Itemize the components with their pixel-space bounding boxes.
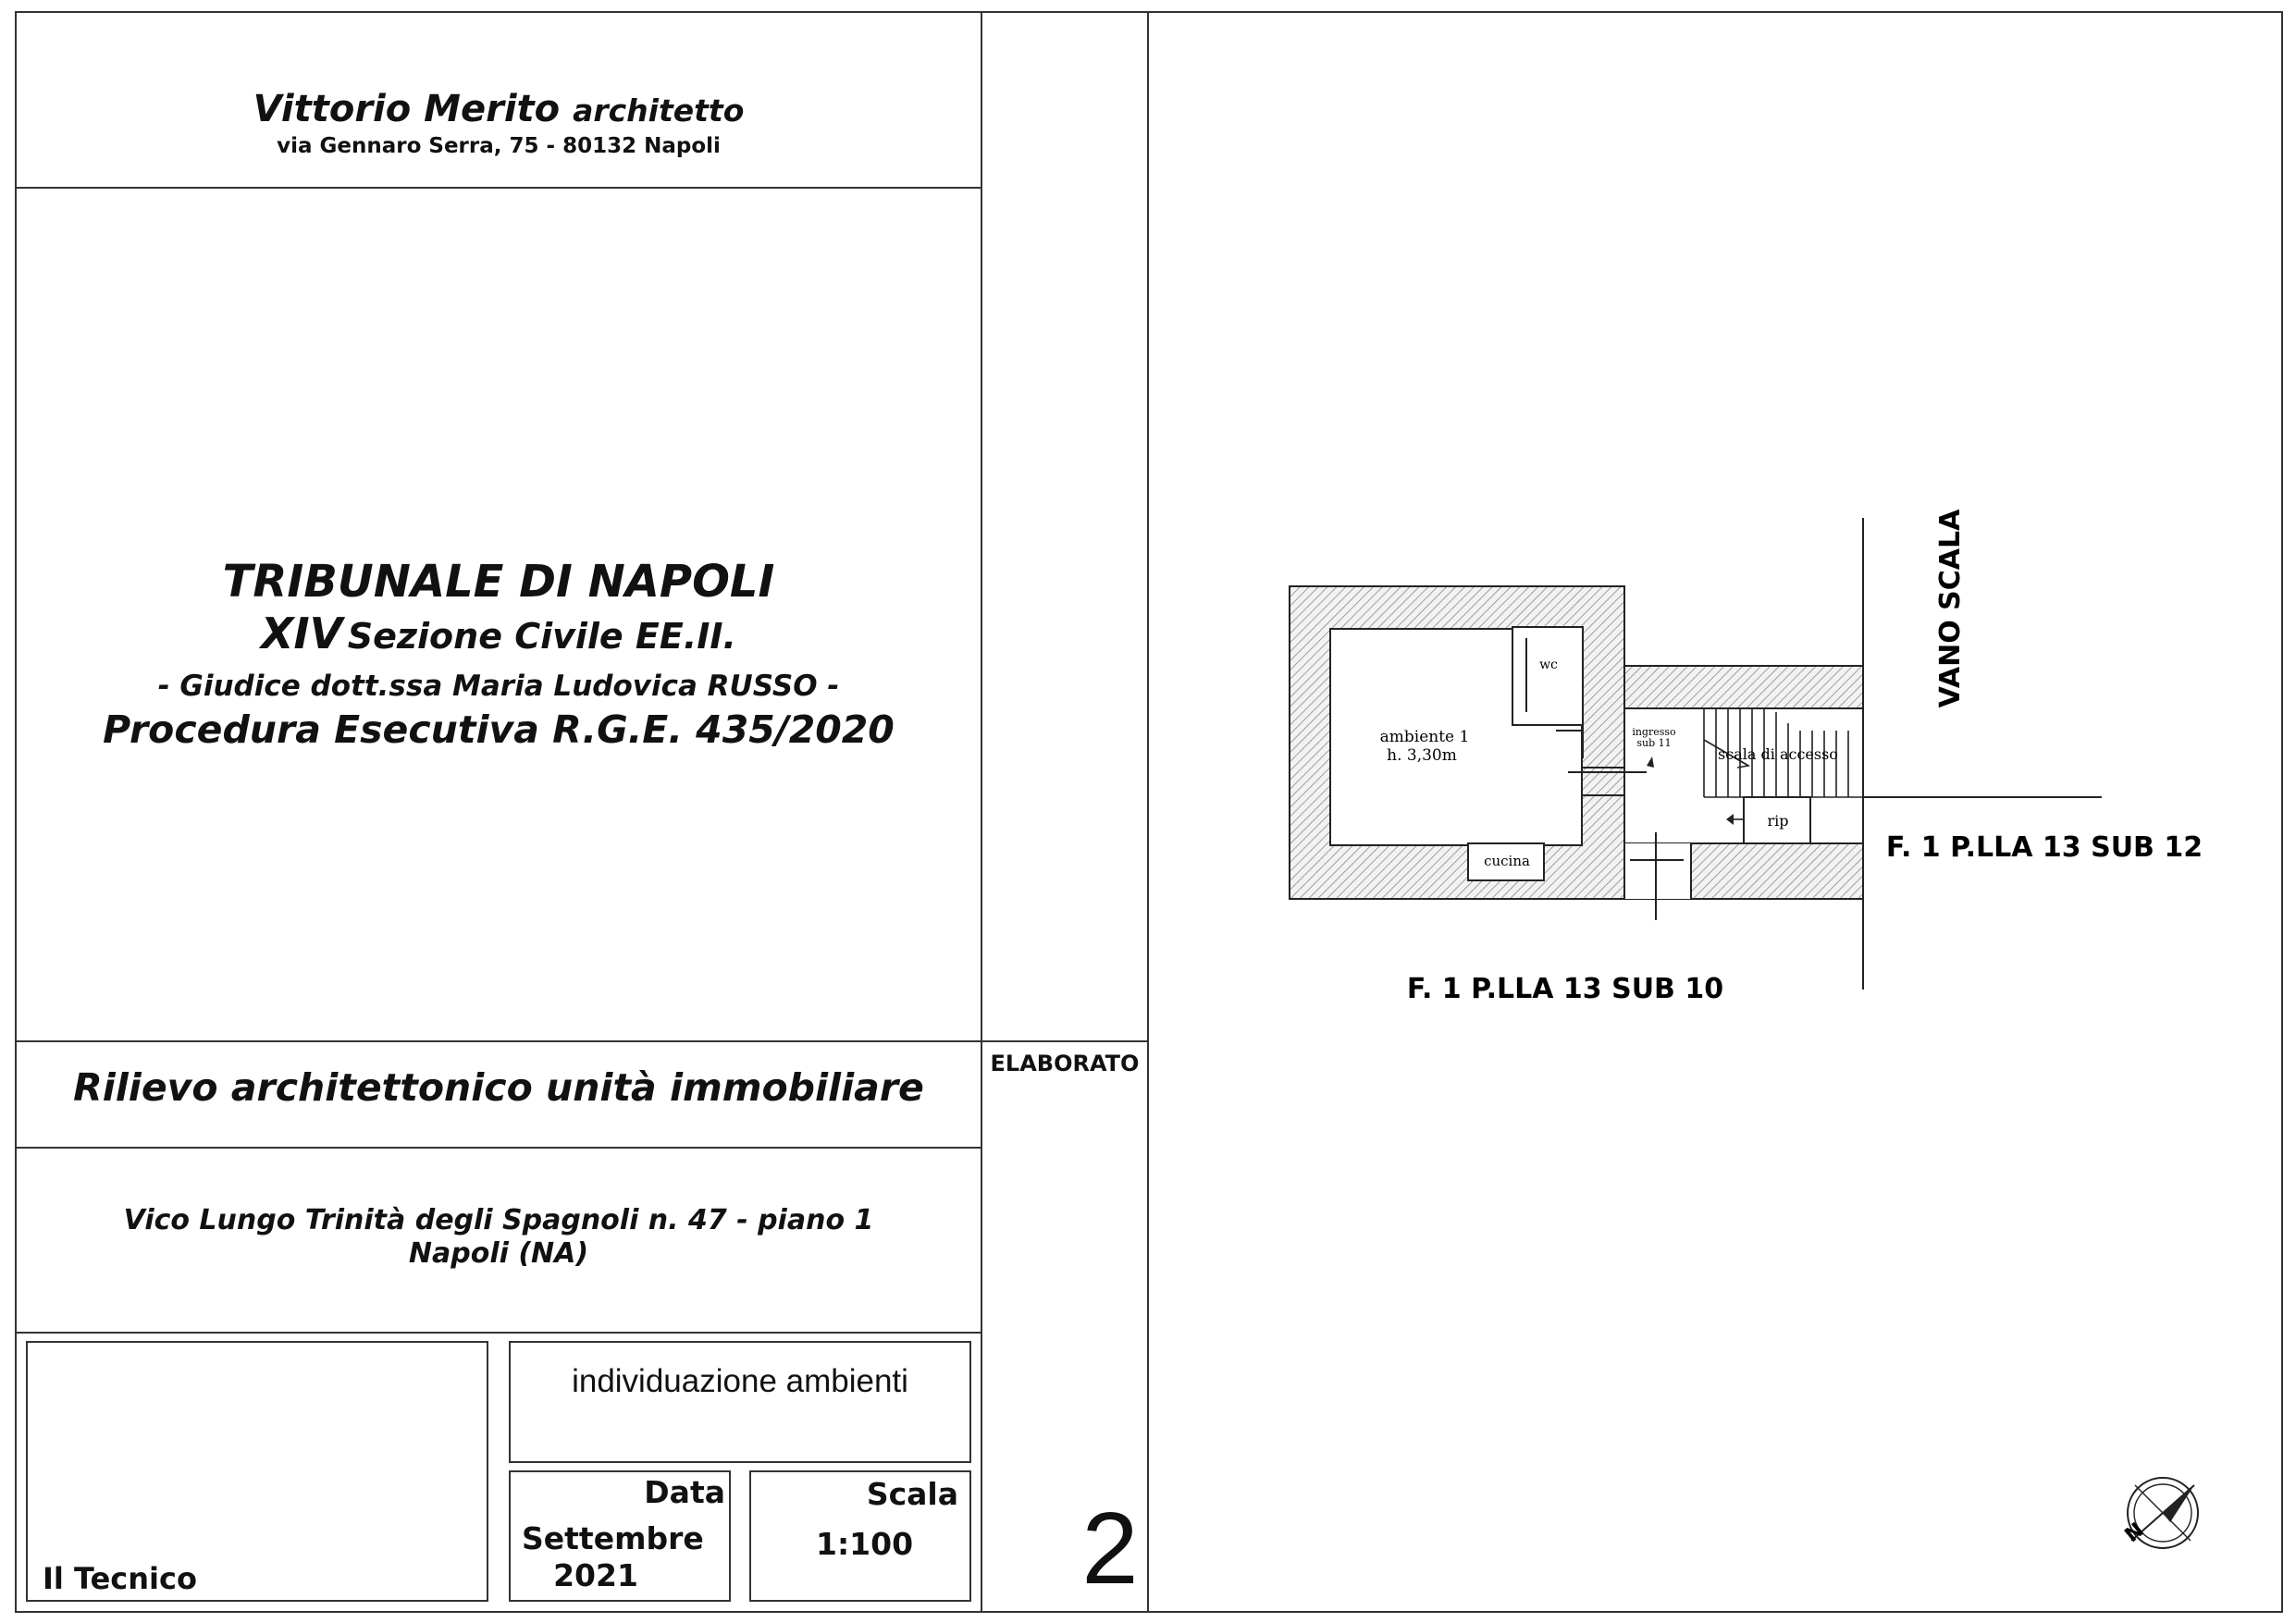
date-label: Data: [644, 1474, 725, 1510]
drawing-title-box: [509, 1341, 971, 1463]
scale-value: 1:100: [816, 1526, 914, 1562]
north-letter: N: [2120, 1518, 2149, 1548]
cucina-label: cucina: [1484, 853, 1530, 869]
ingresso-sub-label: sub 11: [1636, 737, 1672, 749]
architect-name: Vittorio Merito: [253, 88, 561, 130]
judge-name: - Giudice dott.ssa Maria Ludovica RUSSO -: [157, 670, 840, 703]
north-arrow-icon: [2121, 1478, 2198, 1548]
section-name: Sezione Civile EE.II.: [347, 616, 736, 657]
room-name: ambiente 1: [1379, 728, 1470, 746]
subject-title: Rilievo architettonico unità immobiliare: [73, 1065, 924, 1110]
floor-plan: [1147, 11, 2283, 1613]
signature-box: [26, 1341, 488, 1602]
sub10-label: F. 1 P.LLA 13 SUB 10: [1406, 973, 1724, 1005]
elaborato-column: [981, 11, 1149, 1613]
scale-label: Scala: [866, 1476, 958, 1512]
sub12-label: F. 1 P.LLA 13 SUB 12: [1885, 831, 2203, 864]
scale-box: [749, 1470, 971, 1602]
section-number: XIV: [260, 609, 343, 658]
vano-scala-label: VANO SCALA: [1934, 509, 1967, 708]
court-name: TRIBUNALE DI NAPOLI: [222, 556, 775, 608]
architect-header: [15, 88, 982, 171]
architect-address: via Gennaro Serra, 75 - 80132 Napoli: [277, 134, 721, 158]
procedure-number: Procedura Esecutiva R.G.E. 435/2020: [103, 707, 895, 752]
location: [15, 1204, 982, 1271]
divider: [15, 187, 982, 189]
reference-lines: [1863, 518, 2102, 990]
architect-title: architetto: [573, 92, 745, 129]
signature-label: Il Tecnico: [43, 1561, 197, 1596]
rip-label: rip: [1767, 812, 1789, 830]
divider: [15, 1147, 982, 1149]
divider: [15, 1332, 982, 1334]
scala-label: scala di accesso: [1718, 745, 1838, 763]
drawing-title: individuazione ambienti: [572, 1363, 908, 1399]
elaborato-label: ELABORATO: [990, 1051, 1140, 1076]
date-box: [509, 1470, 731, 1602]
room-height: h. 3,30m: [1387, 746, 1457, 765]
wc-label: wc: [1539, 658, 1558, 672]
divider: [981, 1040, 1149, 1042]
divider: [15, 1040, 982, 1042]
location-city: Napoli (NA): [408, 1237, 589, 1270]
location-street: Vico Lungo Trinità degli Spagnoli n. 47 - piano 1: [123, 1204, 874, 1236]
elaborato-number: 2: [1081, 1492, 1139, 1605]
date-value: Settembre 2021: [522, 1520, 704, 1593]
ingresso-label: ingresso: [1632, 726, 1676, 738]
court-block: [15, 553, 982, 766]
